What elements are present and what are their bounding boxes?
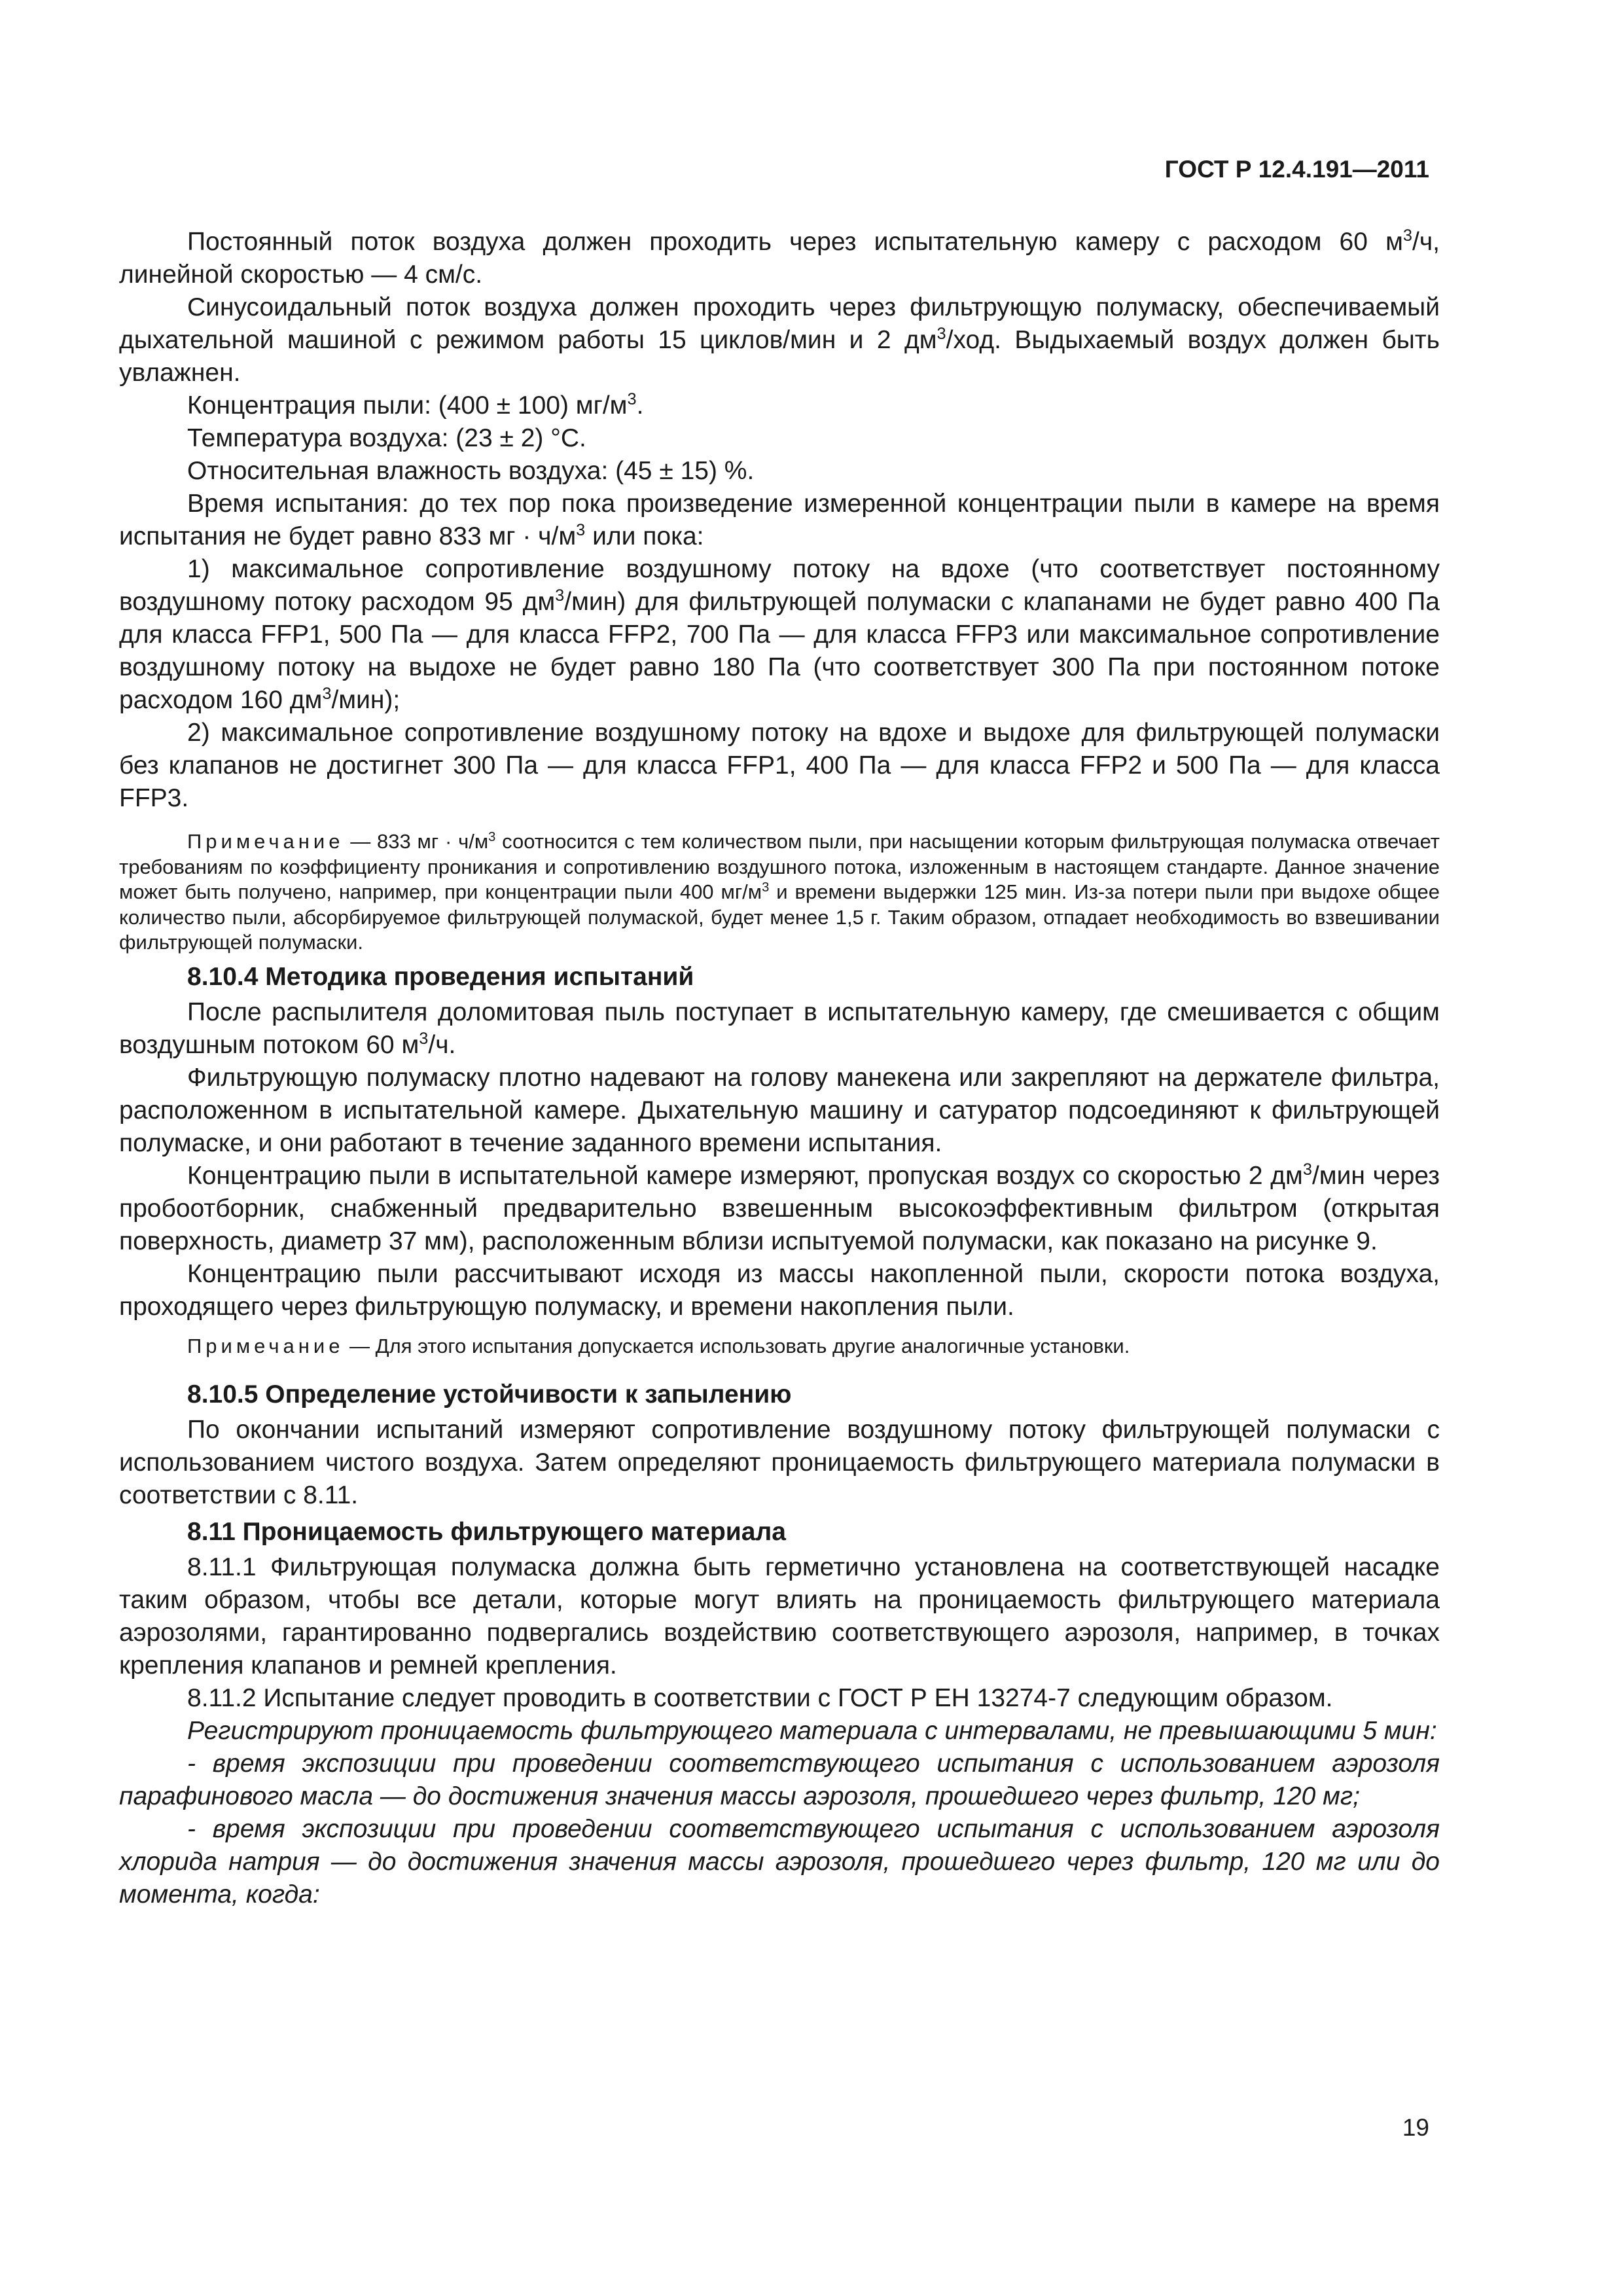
paragraph-8-11-2: 8.11.2 Испытание следует проводить в соответствии с ГОСТ Р ЕН 13274-7 следующим образом. [187,1684,1333,1712]
paragraph-humidity: Относительная влажность воздуха: (45 ± 15) %. [187,457,755,485]
paragraph-8-11-1: 8.11.1 Фильтрующая полумаска должна быть герметично установлена на соответствующей насадке таким образом, чтобы все детали, которые могут влиять на проницаемость фильтрующего материала аэрозолями, гарантированно подвергались воздействию соответствующего аэрозоля, например, в точках крепления клапанов и ремней крепления. [119,1553,1440,1679]
paragraph-temperature: Температура воздуха: (23 ± 2) °С. [187,424,586,452]
list-item-sodium-chloride: - время экспозиции при проведении соответствующего испытания с использованием аэрозоля хлорида натрия — до достижения значения массы аэрозоля, прошедшего через фильтр, 120 мг или до момента, когда: [119,1815,1440,1909]
note-dust-dose: Примечание — 833 мг · $ч/м^3$ соотносится с тем количеством пыли, при насыщении которым фильтрующая полумаска отвечает требованиям по коэффициенту проникания и сопротивлению воздушного потока, изложенным в настоящем стандарте. Данное значение может быть получено, например, при концентрации пыли 400 $мг/м^3$ и времени выдержки 125 мин. Из-за потери пыли при выдохе общее количество пыли, абсорбируемое фильтрующей полумаской, будет менее 1,5 г. Таким образом, отпадает необходимость во взвешивании фильтрующей полумаски. [119,829,1440,954]
section-heading-8-10-4: 8.10.4 Методика проведения испытаний [187,962,694,991]
paragraph-calculation: Концентрацию пыли рассчитывают исходя из массы накопленной пыли, скорости потока воздуха, проходящего через фильтрующую полумаску, и времени накопления пыли. [119,1259,1440,1321]
paragraph-test-time: Время испытания: до тех пор пока произведение измеренной концентрации пыли в камере на время испытания не будет равно 833 мг · $ч/м^3$ или пока: [119,490,1440,550]
section-heading-8-11: 8.11 Проницаемость фильтрующего материала [187,1518,786,1546]
paragraph-dust-concentration: Концентрация пыли: (400 ± 100) $мг/м^3$. [187,390,644,420]
list-item-2: 2) максимальное сопротивление воздушному потоку на вдохе и выдохе для фильтрующей полумаски без клапанов не достигнет 300 Па — для класса FFP1, 400 Па — для класса FFP2 и 500 Па — для класса FFP3. [119,719,1440,812]
paragraph-mounting: Фильтрующую полумаску плотно надевают на голову манекена или закрепляют на держателе фильтра, расположенном в испытательной камере. Дыхательную машину и сатуратор подсоединяют к фильтрующей полумаске, и они работают в течение заданного времени испытания. [119,1063,1440,1157]
note-alternative-setups: Примечание — Для этого испытания допускается использовать другие аналогичные установки. [187,1334,1130,1357]
page-body [119,226,1440,1911]
list-item-paraffin: - время экспозиции при проведении соответствующего испытания с использованием аэрозоля парафинового масла — до достижения значения массы аэрозоля, прошедшего через фильтр, 120 мг; [119,1749,1440,1810]
section-heading-8-10-5: 8.10.5 Определение устойчивости к запылению [187,1380,792,1408]
paragraph-sinusoidal-flow: Синусоидальный поток воздуха должен проходить через фильтрующую полумаску, обеспечиваемый дыхательной машиной с режимом работы 15 циклов/мин и 2 $дм^3$/ход. Выдыхаемый воздух должен быть увлажнен. [119,293,1440,387]
paragraph-dust-resistance: По окончании испытаний измеряют сопротивление воздушному потоку фильтрующей полумаски с использованием чистого воздуха. Затем определяют проницаемость фильтрующего материала полумаски в соответствии с 8.11. [119,1416,1440,1509]
paragraph-registration: Регистрируют проницаемость фильтрующего материала с интервалами, не превышающими 5 мин: [187,1717,1437,1745]
paragraph-sprayer: После распылителя доломитовая пыль поступает в испытательную камеру, где смешивается с общим воздушным потоком 60 $м^3/ч$. [119,997,1440,1059]
paragraph-measurement: Концентрацию пыли в испытательной камере измеряют, пропуская воздух со скоростью 2 $дм^3$/мин через пробоотборник, снабженный предварительно взвешенным высокоэффективным фильтром (открытая поверхность, диаметр 37 мм), расположенным вблизи испытуемой полумаски, как показано на рисунке 9. [119,1160,1440,1255]
paragraph-airflow: Постоянный поток воздуха должен проходить через испытательную камеру с расходом 60 $м^3/ч$, линейной скоростью — 4 см/с. [119,226,1440,289]
document-designation: ГОСТ Р 12.4.191—2011 [1164,156,1429,183]
list-item-1: 1) максимальное сопротивление воздушному потоку на вдохе (что соответствует постоянному воздушному потоку расходом 95 $дм^3/мин$) для фильтрующей полумаски с клапанами не будет равно 400 Па для класса FFP1, 500 Па — для класса FFP2, 700 Па — для класса FFP3 или максимальное сопротивление воздушному потоку на выдохе не будет равно 180 Па (что соответствует 300 Па при постоянном потоке расходом 160 $дм^3/мин$); [119,555,1440,714]
page-number: 19 [1402,2114,1429,2141]
